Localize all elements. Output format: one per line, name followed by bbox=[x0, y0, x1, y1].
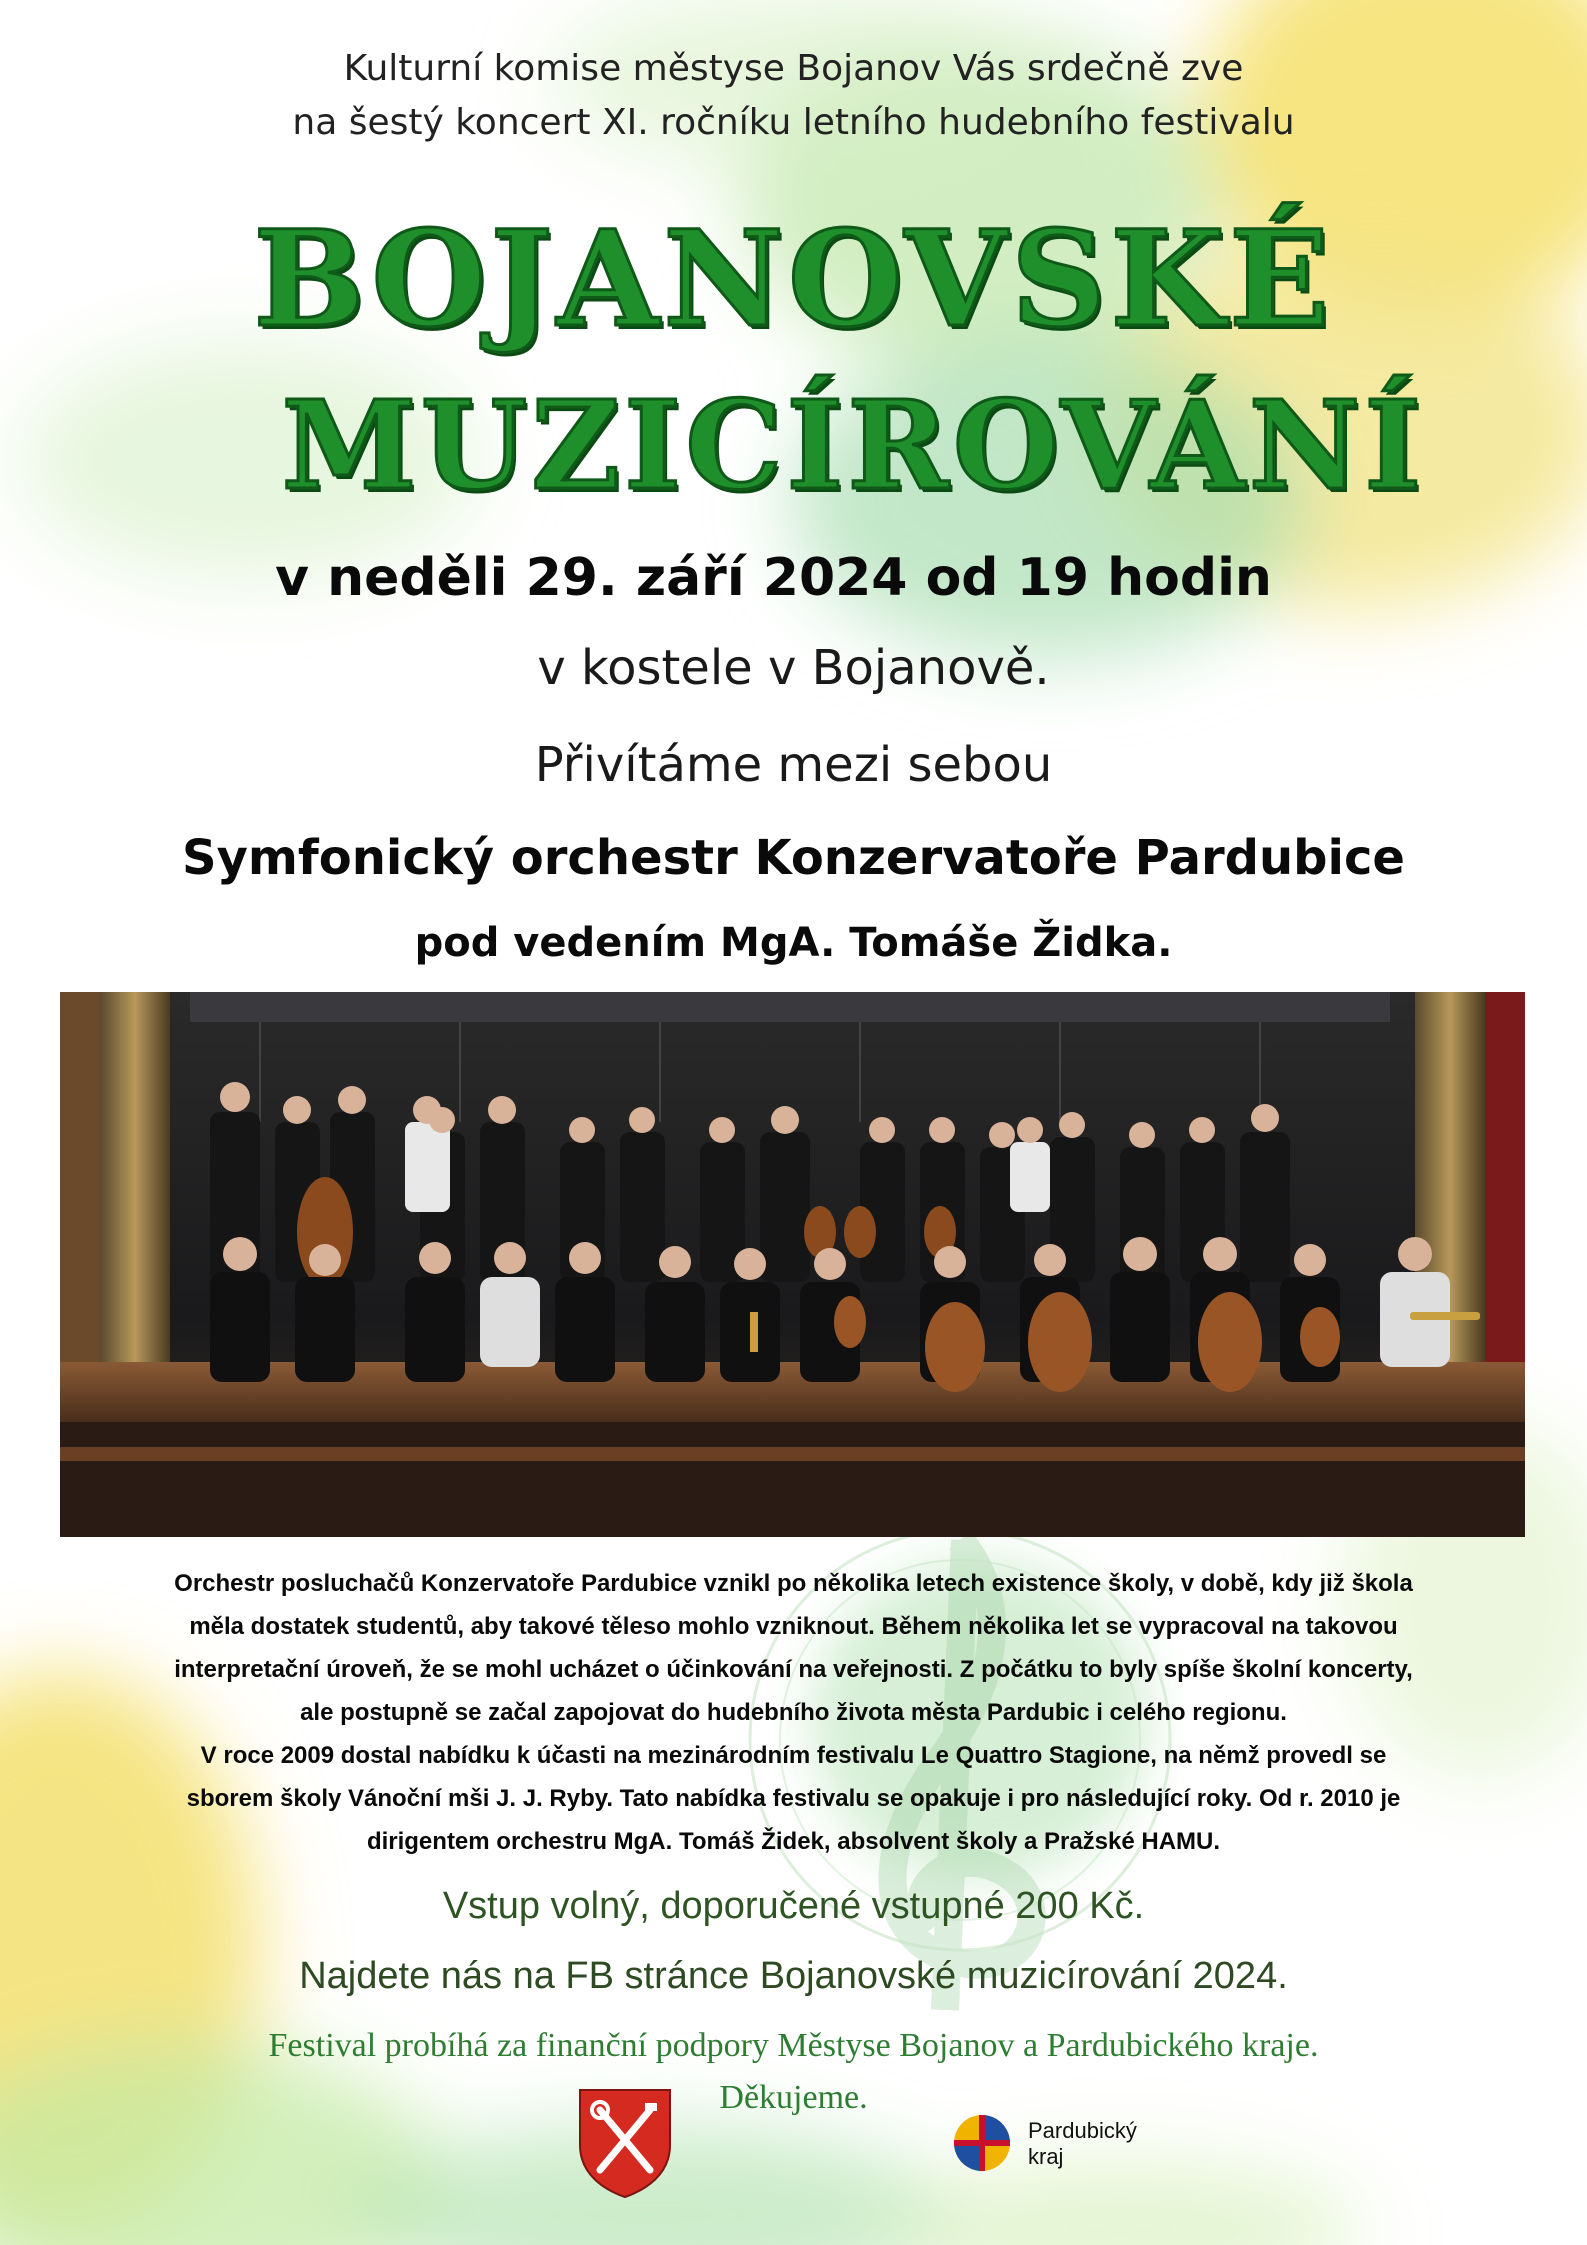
description-line: ale postupně se začal zapojovat do hudebního života města Pardubic i celého regionu. bbox=[300, 1699, 1287, 1726]
orchestra-photo bbox=[60, 992, 1525, 1537]
support-note bbox=[0, 2020, 1587, 2124]
region-name-line-2: kraj bbox=[1028, 2144, 1064, 2169]
pardubicky-kraj-label bbox=[1028, 2118, 1137, 2170]
description-line: sborem školy Vánoční mši J. J. Ryby. Tato nabídka festivalu se opakuje i pro následující roky. Od r. 2010 je bbox=[186, 1785, 1401, 1812]
description-line: interpretační úroveň, že se mohl ucházet o účinkování na veřejnosti. Z počátku to byly spíše školní koncerty, bbox=[174, 1656, 1413, 1683]
event-date-time: v neděli 29. září 2024 od 19 hodin bbox=[275, 548, 1272, 608]
description-line: dirigentem orchestru MgA. Tomáš Židek, absolvent školy a Pražské HAMU. bbox=[366, 1828, 1221, 1855]
welcome-text: Přivítáme mezi sebou bbox=[534, 737, 1053, 793]
region-name-line-1: Pardubický bbox=[1028, 2118, 1137, 2143]
intro-line-1: Kulturní komise městyse Bojanov Vás srdečně zve bbox=[343, 48, 1244, 89]
intro-line-2: na šestý koncert XI. ročníku letního hudebního festivalu bbox=[292, 102, 1295, 143]
festival-title-line-2: MUZICÍROVÁNÍ bbox=[281, 373, 1426, 517]
invitation-intro bbox=[0, 42, 1587, 150]
orchestra-name: Symfonický orchestr Konzervatoře Pardubice bbox=[182, 830, 1405, 886]
thanks-line: Děkujeme. bbox=[719, 2079, 868, 2116]
support-line-1: Festival probíhá za finanční podpory Městyse Bojanov a Pardubického kraje. bbox=[268, 2027, 1319, 2064]
pardubicky-kraj-logo-icon bbox=[952, 2113, 1012, 2173]
event-place: v kostele v Bojanově. bbox=[537, 640, 1050, 696]
description-line: Orchestr posluchačů Konzervatoře Pardubice vznikl po několika letech existence školy, v době, kdy již škola bbox=[174, 1570, 1413, 1597]
entry-fee: Vstup volný, doporučené vstupné 200 Kč. bbox=[442, 1885, 1145, 1927]
description-line: měla dostatek studentů, aby takové těleso mohlo vzniknout. Během několika let se vypracoval na takovou bbox=[189, 1613, 1398, 1640]
festival-title-line-1: BOJANOVSKÉ bbox=[253, 202, 1334, 357]
bojanov-coat-of-arms-icon bbox=[575, 2085, 675, 2200]
conductor-line: pod vedením MgA. Tomáše Židka. bbox=[414, 920, 1173, 966]
description-line: V roce 2009 dostal nabídku k účasti na mezinárodním festivalu Le Quattro Stagione, na němž provedl se bbox=[200, 1742, 1387, 1769]
facebook-note: Najdete nás na FB stránce Bojanovské muzicírování 2024. bbox=[299, 1955, 1288, 1997]
orchestra-description bbox=[60, 1562, 1527, 1863]
